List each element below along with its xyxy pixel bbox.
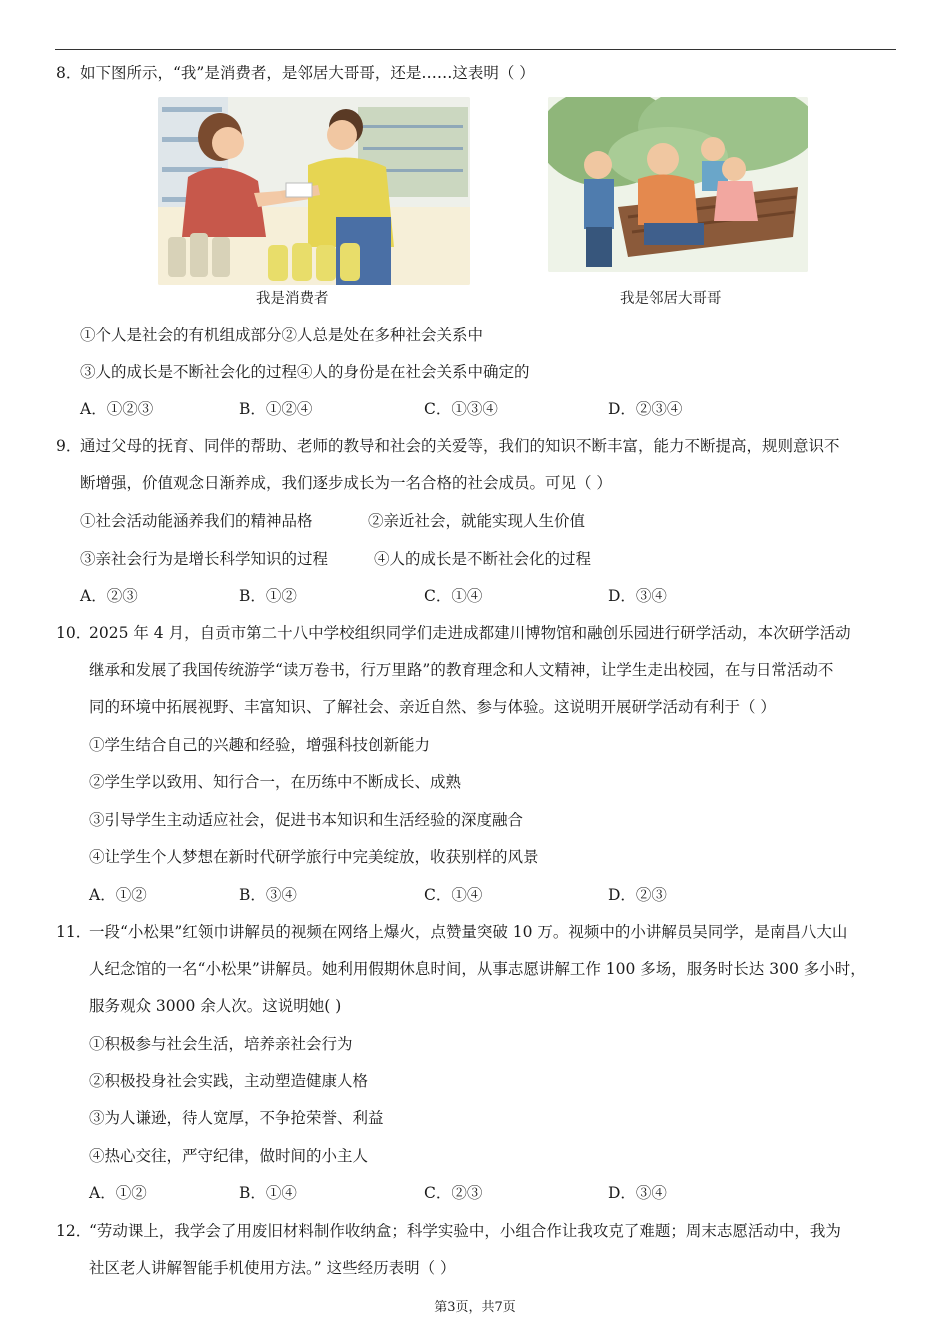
question-stem: 通过父母的抚育、同伴的帮助、老师的教导和社会的关爱等，我们的知识不断丰富，能力不断提高，规则意识不 — [80, 437, 840, 455]
statement-line: ①积极参与社会生活，培养亲社会行为 — [89, 1035, 353, 1053]
question-stem: 服务观众 3000 余人次。这说明她( ) — [89, 997, 342, 1015]
option-b: B．③④ — [239, 886, 297, 904]
option-b: B．①② — [239, 587, 297, 605]
statement-line: ④热心交往，严守纪律，做时间的小主人 — [89, 1147, 369, 1165]
option-c: C．①④ — [424, 886, 483, 904]
option-c: C．②③ — [424, 1184, 483, 1202]
question-number: 9． — [56, 437, 82, 455]
header-rule — [55, 49, 896, 50]
question-stem: 同的环境中拓展视野、丰富知识、了解社会、亲近自然、参与体验。这说明开展研学活动有利于（ ） — [89, 698, 776, 716]
option-d: D．②③ — [608, 886, 667, 904]
option-c: C．①③④ — [424, 400, 498, 418]
caption-consumer: 我是消费者 — [256, 291, 329, 307]
question-number: 10． — [56, 624, 92, 642]
question-stem: 人纪念馆的一名“小松果”讲解员。她利用假期休息时间，从事志愿讲解工作 100 多场，服务时长达 300 多小时， — [89, 960, 866, 978]
page-footer: 第3页，共7页 — [434, 1300, 516, 1315]
statement-line: ①个人是社会的有机组成部分②人总是处在多种社会关系中 — [80, 326, 484, 344]
option-a: A．①② — [89, 886, 147, 904]
statement-item: ①社会活动能涵养我们的精神品格 — [80, 512, 313, 530]
question-stem: “劳动课上，我学会了用废旧材料制作收纳盒；科学实验中，小组合作让我攻克了难题；周末志愿活动中，我为 — [89, 1222, 841, 1240]
neighbor-illustration — [548, 97, 808, 272]
option-b: B．①④ — [239, 1184, 297, 1202]
option-d: D．③④ — [608, 1184, 667, 1202]
statement-item: ③亲社会行为是增长科学知识的过程 — [80, 550, 329, 568]
option-d: D．②③④ — [608, 400, 683, 418]
statement-line: ①学生结合自己的兴趣和经验，增强科技创新能力 — [89, 736, 431, 754]
statement-line: ③为人谦逊，待人宽厚，不争抢荣誉、利益 — [89, 1109, 384, 1127]
question-stem: 如下图所示，“我”是消费者，是邻居大哥哥，还是……这表明（ ） — [80, 64, 535, 82]
question-stem: 断增强，价值观念日渐养成，我们逐步成长为一名合格的社会成员。可见（ ） — [80, 474, 612, 492]
statement-line: ③人的成长是不断社会化的过程④人的身份是在社会关系中确定的 — [80, 363, 530, 381]
question-number: 11． — [56, 923, 92, 941]
option-c: C．①④ — [424, 587, 483, 605]
question-stem: 社区老人讲解智能手机使用方法。” 这些经历表明（ ） — [89, 1259, 456, 1277]
question-stem: 一段“小松果”红领巾讲解员的视频在网络上爆火，点赞量突破 10 万。视频中的小讲解员吴同学，是南昌八大山 — [89, 923, 848, 941]
statement-item: ④人的成长是不断社会化的过程 — [374, 550, 592, 568]
question-number: 12． — [56, 1222, 92, 1240]
caption-neighbor: 我是邻居大哥哥 — [620, 291, 722, 307]
question-number: 8． — [56, 64, 82, 82]
option-a: A．②③ — [80, 587, 138, 605]
consumer-illustration — [158, 97, 470, 285]
statement-line: ④让学生个人梦想在新时代研学旅行中完美绽放，收获别样的风景 — [89, 848, 539, 866]
option-b: B．①②④ — [239, 400, 313, 418]
option-a: A．①② — [89, 1184, 147, 1202]
statement-line: ②积极投身社会实践，主动塑造健康人格 — [89, 1072, 369, 1090]
question-stem: 继承和发展了我国传统游学“读万卷书，行万里路”的教育理念和人文精神，让学生走出校园，在与日常活动不 — [89, 661, 834, 679]
statement-line: ②学生学以致用、知行合一，在历练中不断成长、成熟 — [89, 773, 462, 791]
question-stem: 2025 年 4 月，自贡市第二十八中学校组织同学们走进成都建川博物馆和融创乐园进行研学活动，本次研学活动 — [89, 624, 851, 642]
option-a: A．①②③ — [80, 400, 154, 418]
statement-line: ③引导学生主动适应社会，促进书本知识和生活经验的深度融合 — [89, 811, 524, 829]
option-d: D．③④ — [608, 587, 667, 605]
statement-item: ②亲近社会，就能实现人生价值 — [368, 512, 586, 530]
